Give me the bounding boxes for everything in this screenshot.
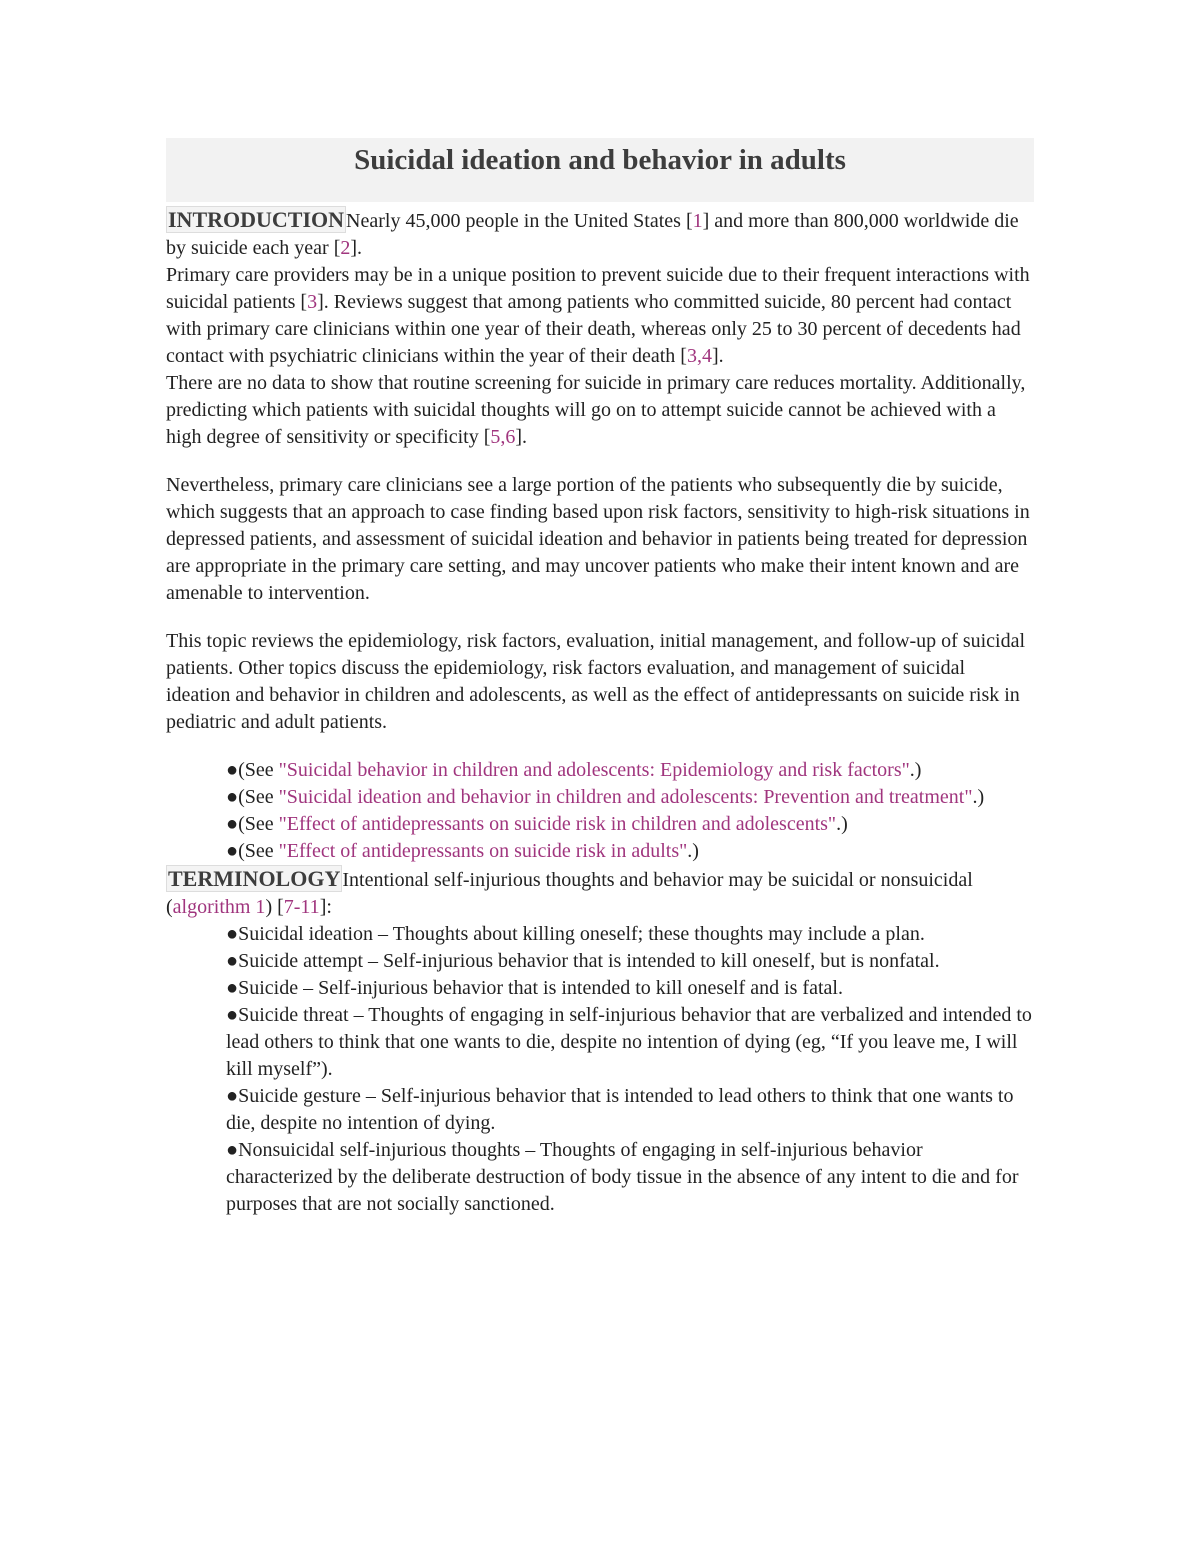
terminology-heading: TERMINOLOGY [168, 866, 341, 891]
topic-link[interactable]: "Suicidal ideation and behavior in children and adolescents: Prevention and treatment" [278, 786, 973, 808]
document-page [166, 138, 1034, 1218]
see-also-list [226, 757, 1034, 865]
terminology-item: ●Suicidal ideation – Thoughts about killing oneself; these thoughts may include a plan. [226, 923, 925, 945]
see-also-item: ●(See "Effect of antidepressants on suicide risk in children and adolescents".) [226, 813, 848, 835]
page-title: Suicidal ideation and behavior in adults [354, 144, 846, 176]
intro-paragraph-5: This topic reviews the epidemiology, risk factors, evaluation, initial management, and follow-up of suicidal patients. Other topics discuss the epidemiology, risk factors evaluation, and management of suicidal ideation and behavior in children and adolescents, as well as the effect of antidepressants on suicide risk in pediatric and adult patients. [166, 630, 1026, 733]
intro-paragraph-1: INTRODUCTION Nearly 45,000 people in the United States [1] and more than 800,000 worldwide die by suicide each year [2]. [166, 207, 1019, 259]
topic-link[interactable]: "Suicidal behavior in children and adolescents: Epidemiology and risk factors" [278, 759, 910, 781]
reference-link[interactable]: 3,4 [686, 345, 712, 367]
intro-paragraph-4: Nevertheless, primary care clinicians see a large portion of the patients who subsequently die by suicide, which suggests that an approach to case finding based upon risk factors, sensitivity to high-risk situations in depressed patients, and assessment of suicidal ideation and behavior in patients being treated for depression are appropriate in the primary care setting, and may uncover patients who make their intent known and are amenable to intervention. [166, 474, 1030, 604]
title-banner [166, 138, 1034, 202]
terminology-list [226, 921, 1034, 1218]
terminology-section [166, 865, 1034, 1218]
algorithm-link[interactable]: algorithm 1 [172, 896, 266, 918]
terminology-lead: TERMINOLOGY Intentional self-injurious thoughts and behavior may be suicidal or nonsuicidal (algorithm 1) [7-11]: [166, 866, 973, 918]
terminology-item: ●Suicide – Self-injurious behavior that is intended to kill oneself and is fatal. [226, 977, 843, 999]
reference-link[interactable]: 7-11 [283, 896, 320, 918]
topic-link[interactable]: "Effect of antidepressants on suicide risk in adults" [278, 840, 688, 862]
see-also-item: ●(See "Suicidal behavior in children and adolescents: Epidemiology and risk factors".) [226, 759, 922, 781]
see-also-item: ●(See "Effect of antidepressants on suicide risk in adults".) [226, 840, 699, 862]
see-also-item: ●(See "Suicidal ideation and behavior in children and adolescents: Prevention and treatment".) [226, 786, 985, 808]
introduction-heading: INTRODUCTION [168, 207, 345, 232]
terminology-item: ●Nonsuicidal self-injurious thoughts – Thoughts of engaging in self-injurious behavior characterized by the deliberate destruction of body tissue in the absence of any intent to die and for purposes that are not socially sanctioned. [226, 1139, 1019, 1215]
reference-link[interactable]: 2 [340, 237, 351, 259]
terminology-item: ●Suicide gesture – Self-injurious behavior that is intended to lead others to think that one wants to die, despite no intention of dying. [226, 1085, 1014, 1134]
terminology-item: ●Suicide attempt – Self-injurious behavior that is intended to kill oneself, but is nonfatal. [226, 950, 940, 972]
intro-paragraph-2: Primary care providers may be in a unique position to prevent suicide due to their frequent interactions with suicidal patients [3]. Reviews suggest that among patients who committed suicide, 80 percent had contact with primary care clinicians within one year of their death, whereas only 25 to 30 percent of decedents had contact with psychiatric clinicians within the year of their death [3,4]. [166, 264, 1030, 367]
terminology-item: ●Suicide threat – Thoughts of engaging in self-injurious behavior that are verbalized and intended to lead others to think that one wants to die, despite no intention of dying (eg, “If you leave me, I will kill myself”). [226, 1004, 1032, 1080]
reference-link[interactable]: 5,6 [490, 426, 516, 448]
reference-link[interactable]: 1 [692, 210, 703, 232]
introduction-section [166, 206, 1034, 865]
topic-link[interactable]: "Effect of antidepressants on suicide risk in children and adolescents" [278, 813, 837, 835]
intro-paragraph-3: There are no data to show that routine screening for suicide in primary care reduces mortality. Additionally, predicting which patients with suicidal thoughts will go on to attempt suicide cannot be achieved with a high degree of sensitivity or specificity [5,6]. [166, 372, 1026, 448]
reference-link[interactable]: 3 [307, 291, 318, 313]
